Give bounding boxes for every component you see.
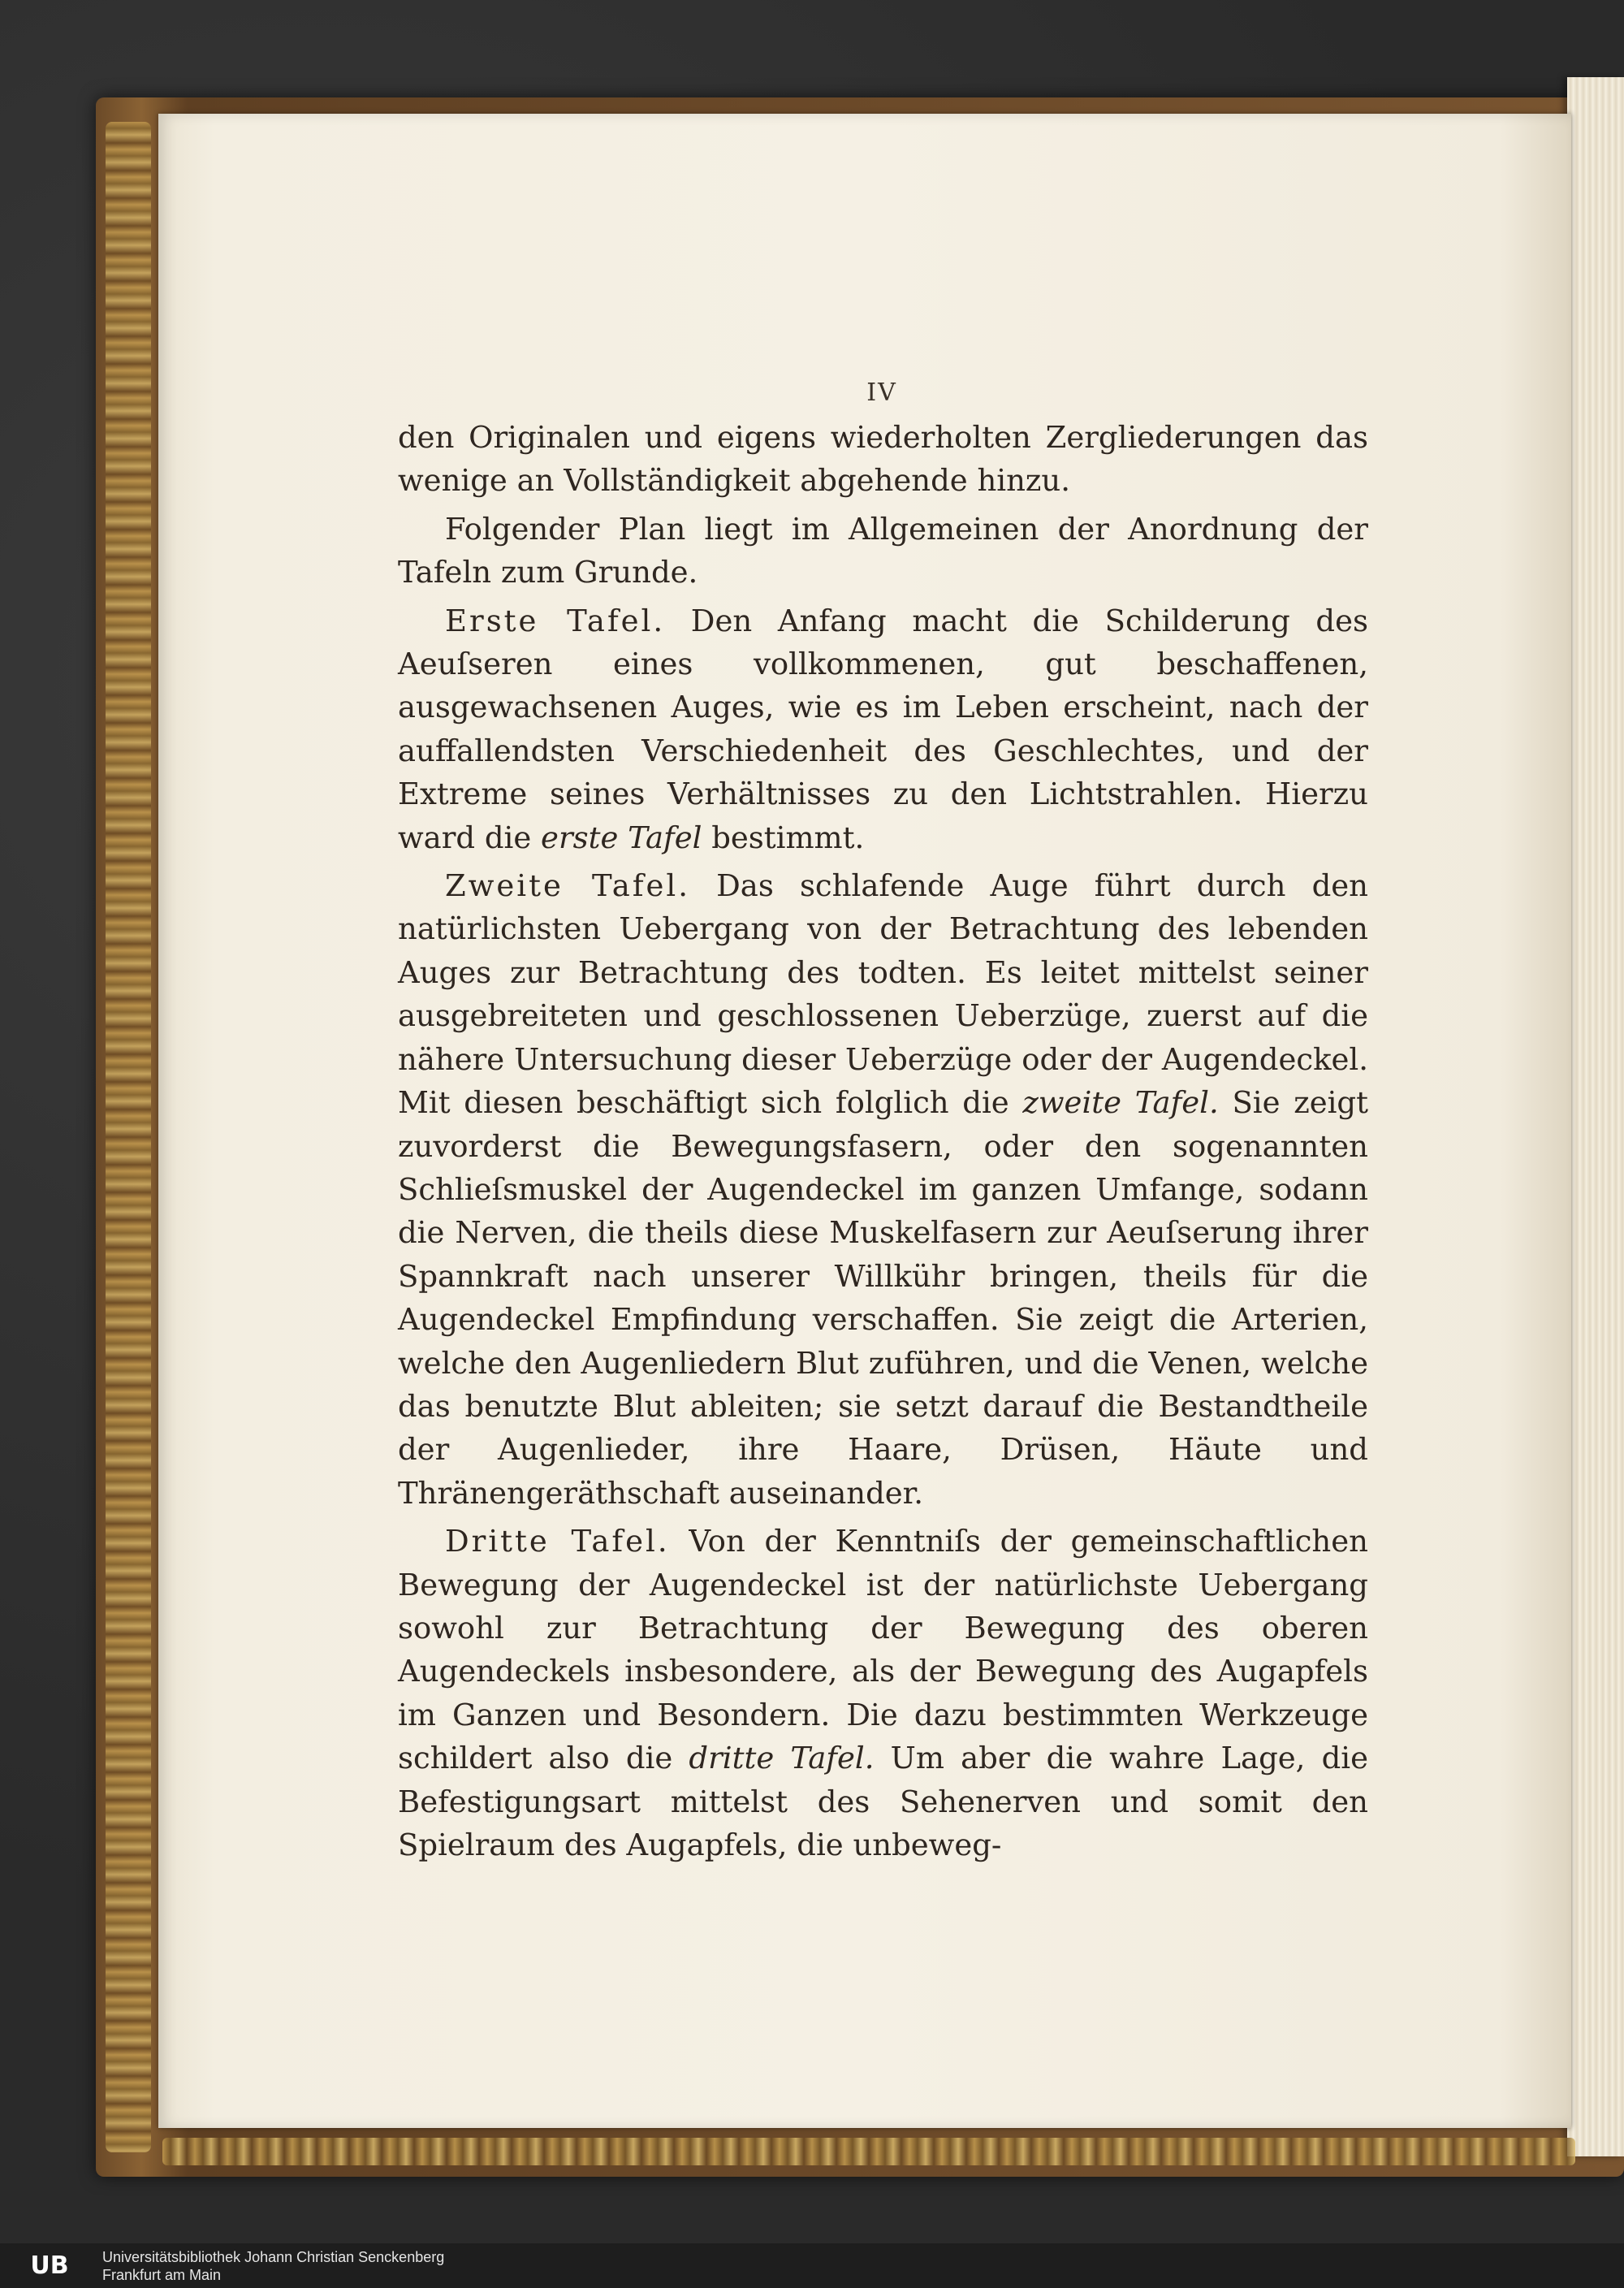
gilt-border-left: [106, 122, 151, 2152]
paragraph-erste-tafel: [398, 599, 1368, 859]
paragraph-text: den Originalen und eigens wiederholten Zergliederungen das wenige an Vollständigkeit abgehende hinzu.: [398, 420, 1368, 499]
footer-text: [102, 2248, 444, 2284]
ub-logo[interactable]: [5, 2248, 94, 2284]
emphasis-text: zweite Tafel.: [1022, 1085, 1219, 1121]
page-number: IV: [866, 378, 897, 407]
paragraph-dritte-tafel: [398, 1520, 1368, 1866]
paragraph-text: Von der Kenntniſs der gemeinschaftlichen Bewegung der Augendeckel ist der natürlichste Uebergang sowohl zur Betrachtung der Bewegung des oberen Augendeckels insbesondere, als der Bewegung des Augapfels im Ganzen und Besondern. Die dazu bestimmten Werkzeuge schildert also die: [398, 1524, 1368, 1776]
paragraph-zweite-tafel: [398, 864, 1368, 1515]
footer-line-1: Universitätsbibliothek Johann Christian Senckenberg: [102, 2248, 445, 2265]
paragraph-text-continued: Sie zeigt zuvorderst die Bewegungsfasern, oder den sogenannten Schlieſsmuskel der Augendeckel im ganzen Umfange, sodann die Nerven, die theils diese Muskelfasern zur Aeuſserung ihrer Spannkraft nach unserer Willkühr bringen, theils für die Augendeckel Empfindung verschaffen. Sie zeigt die Arterien, welche den Augenliedern Blut zuführen, und die Venen, welche das benutzte Blut ableiten; sie setzt darauf die Bestandtheile der Augenlieder, ihre Haare, Drüsen, Häute und Thränengeräthschaft auseinander.: [398, 1085, 1368, 1511]
ub-logo-text: UB: [30, 2251, 69, 2280]
paragraph-text-continued: bestimmt.: [702, 820, 865, 855]
emphasis-text: erste Tafel: [541, 820, 702, 855]
paragraph-heading: Zweite Tafel.: [445, 868, 691, 904]
emphasis-text: dritte Tafel.: [689, 1741, 875, 1776]
paragraph-text: Das schlafende Auge führt durch den natürlichsten Uebergang von der Betrachtung des lebenden Auges zur Betrachtung des todten. Es leitet mittelst seiner ausgebreiteten und geschlossenen Ueberzüge, zuerst auf die nähere Untersuchung dieser Ueberzüge oder der Augendeckel. Mit diesen beschäftigt sich folglich die: [398, 868, 1368, 1121]
library-footer: [0, 2243, 1624, 2288]
paragraph-text: Folgender Plan liegt im Allgemeinen der Anordnung der Tafeln zum Grunde.: [398, 511, 1368, 590]
paragraph-2: [398, 508, 1368, 595]
paragraph-1: [398, 416, 1368, 503]
page-edges: [1567, 77, 1624, 2156]
paragraph-text: Den Anfang macht die Schilderung des Aeuſseren eines vollkommenen, gut beschaffenen, ausgewachsenen Auges, wie es im Leben erscheint, nach der auffallendsten Verschiedenheit des Geschlechtes, und der Extreme seines Verhältnisses zu den Lichtstrahlen. Hierzu ward die: [398, 603, 1368, 855]
paragraph-text-continued: Um aber die wahre Lage, die Befestigungsart mittelst des Sehenerven und somit den Spielraum des Augapfels, die unbeweg-: [398, 1741, 1369, 1862]
gilt-border-bottom: [162, 2138, 1575, 2165]
paragraph-heading: Erste Tafel.: [445, 603, 666, 638]
footer-line-2: Frankfurt am Main: [102, 2266, 222, 2283]
page-text: [398, 416, 1368, 1871]
paragraph-heading: Dritte Tafel.: [445, 1524, 670, 1559]
